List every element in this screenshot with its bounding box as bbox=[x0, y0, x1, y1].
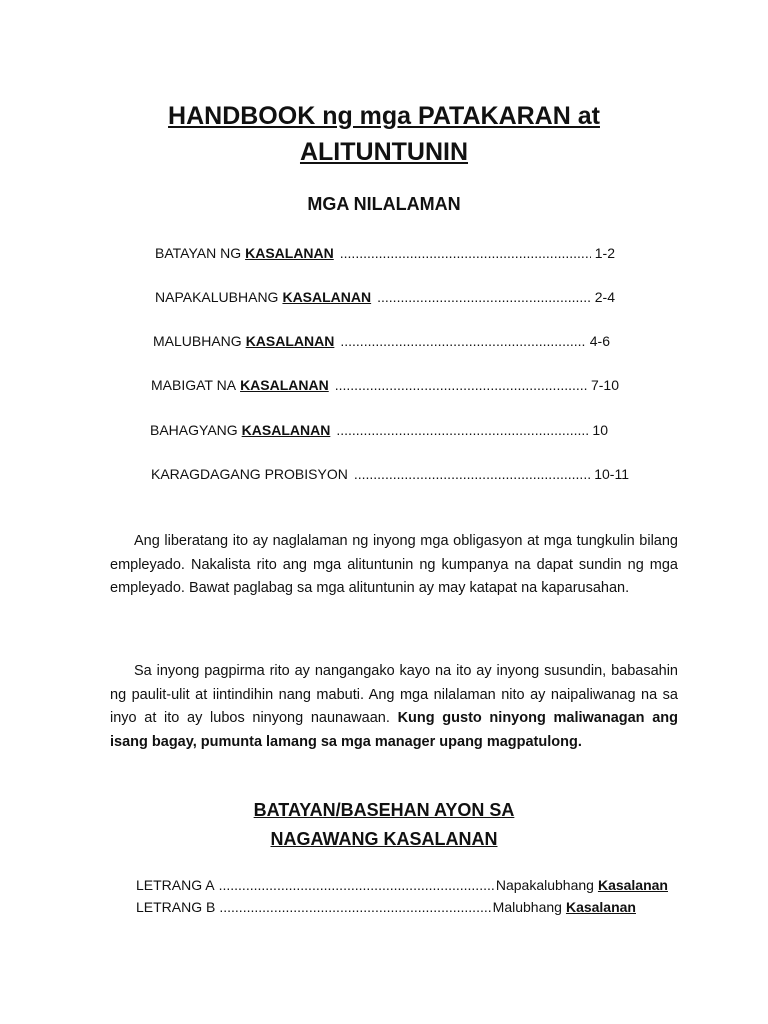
section-heading-line-1: BATAYAN/BASEHAN AYON SA bbox=[253, 800, 515, 820]
toc-dot-leader bbox=[335, 375, 587, 395]
document-title bbox=[100, 98, 668, 170]
toc-entry-label: BATAYAN NG bbox=[155, 245, 242, 261]
toc-entry bbox=[153, 331, 610, 351]
section-heading-line-2: NAGAWANG KASALANAN bbox=[270, 829, 498, 849]
letter-label: LETRANG A bbox=[136, 877, 215, 893]
toc-entry bbox=[151, 375, 619, 395]
toc-entry-pages: 2-4 bbox=[594, 289, 615, 305]
toc-dot-leader bbox=[340, 243, 591, 263]
toc-entry-pages: 10-11 bbox=[594, 466, 629, 482]
toc-dot-leader bbox=[340, 331, 585, 351]
title-line-1: HANDBOOK ng mga PATAKARAN at bbox=[168, 102, 600, 130]
toc-entry-pages: 7-10 bbox=[590, 377, 619, 393]
letter-description: Napakalubhang bbox=[495, 877, 594, 893]
letter-label: LETRANG B bbox=[136, 899, 216, 915]
toc-entry-label: BAHAGYANG bbox=[150, 422, 238, 438]
toc-entry bbox=[155, 287, 615, 307]
toc-dot-leader bbox=[336, 420, 588, 440]
intro-paragraph bbox=[110, 530, 678, 601]
letter-description: Malubhang bbox=[492, 899, 562, 915]
toc-dot-leader bbox=[354, 464, 590, 484]
toc-entry-keyword: KASALANAN bbox=[245, 333, 335, 349]
toc-entry-label: KARAGDAGANG PROBISYON bbox=[151, 466, 348, 482]
toc-entry-pages: 4-6 bbox=[589, 333, 610, 349]
toc-entry-keyword: KASALANAN bbox=[240, 377, 329, 393]
section-heading bbox=[110, 796, 658, 854]
letter-keyword: Kasalanan bbox=[565, 899, 636, 915]
toc-entry bbox=[151, 464, 629, 484]
agreement-paragraph-text: Sa inyong pagpirma rito ay nangangako kayo na ito ay inyong susundin, babasahin ng paulit-ulit at iintindihin nang mabuti. Ang mga nilalaman nito ay naipaliwanag na sa inyo at ito ay lubos ninyong naunawaan. bbox=[110, 663, 678, 726]
toc-entry-keyword: KASALANAN bbox=[245, 245, 334, 261]
toc-entry-keyword: KASALANAN bbox=[282, 289, 372, 305]
toc-entry bbox=[150, 420, 608, 440]
toc-entry-pages: 1-2 bbox=[594, 245, 615, 261]
letter-entry bbox=[136, 875, 668, 895]
toc-entry-label: MABIGAT NA bbox=[151, 377, 237, 393]
letter-entry bbox=[136, 897, 636, 917]
toc-dot-leader bbox=[377, 287, 591, 307]
letter-dot-leader bbox=[219, 897, 490, 917]
toc-entry bbox=[155, 243, 615, 263]
toc-entry-pages: 10 bbox=[592, 422, 608, 438]
toc-heading: MGA NILALAMAN bbox=[307, 194, 461, 214]
toc-entry-label: NAPAKALUBHANG bbox=[155, 289, 279, 305]
title-line-2: ALITUNTUNIN bbox=[299, 138, 469, 166]
agreement-paragraph bbox=[110, 660, 678, 754]
agreement-paragraph-bold: Kung gusto ninyong maliwanagan ang isang bagay, pumunta lamang sa mga manager upang magpatulong. bbox=[110, 710, 679, 750]
toc-entry-label: MALUBHANG bbox=[153, 333, 242, 349]
intro-paragraph-text: Ang liberatang ito ay naglalaman ng inyong mga obligasyon at mga tungkulin bilang empleyado. Nakalista rito ang mga alituntunin ng kumpanya na dapat sundin ng mga empleyado. Bawat paglabag sa mga alituntunin ay may katapat na kaparusahan. bbox=[110, 533, 678, 596]
toc-entry-keyword: KASALANAN bbox=[241, 422, 331, 438]
letter-dot-leader bbox=[219, 875, 494, 895]
letter-keyword: Kasalanan bbox=[597, 877, 668, 893]
